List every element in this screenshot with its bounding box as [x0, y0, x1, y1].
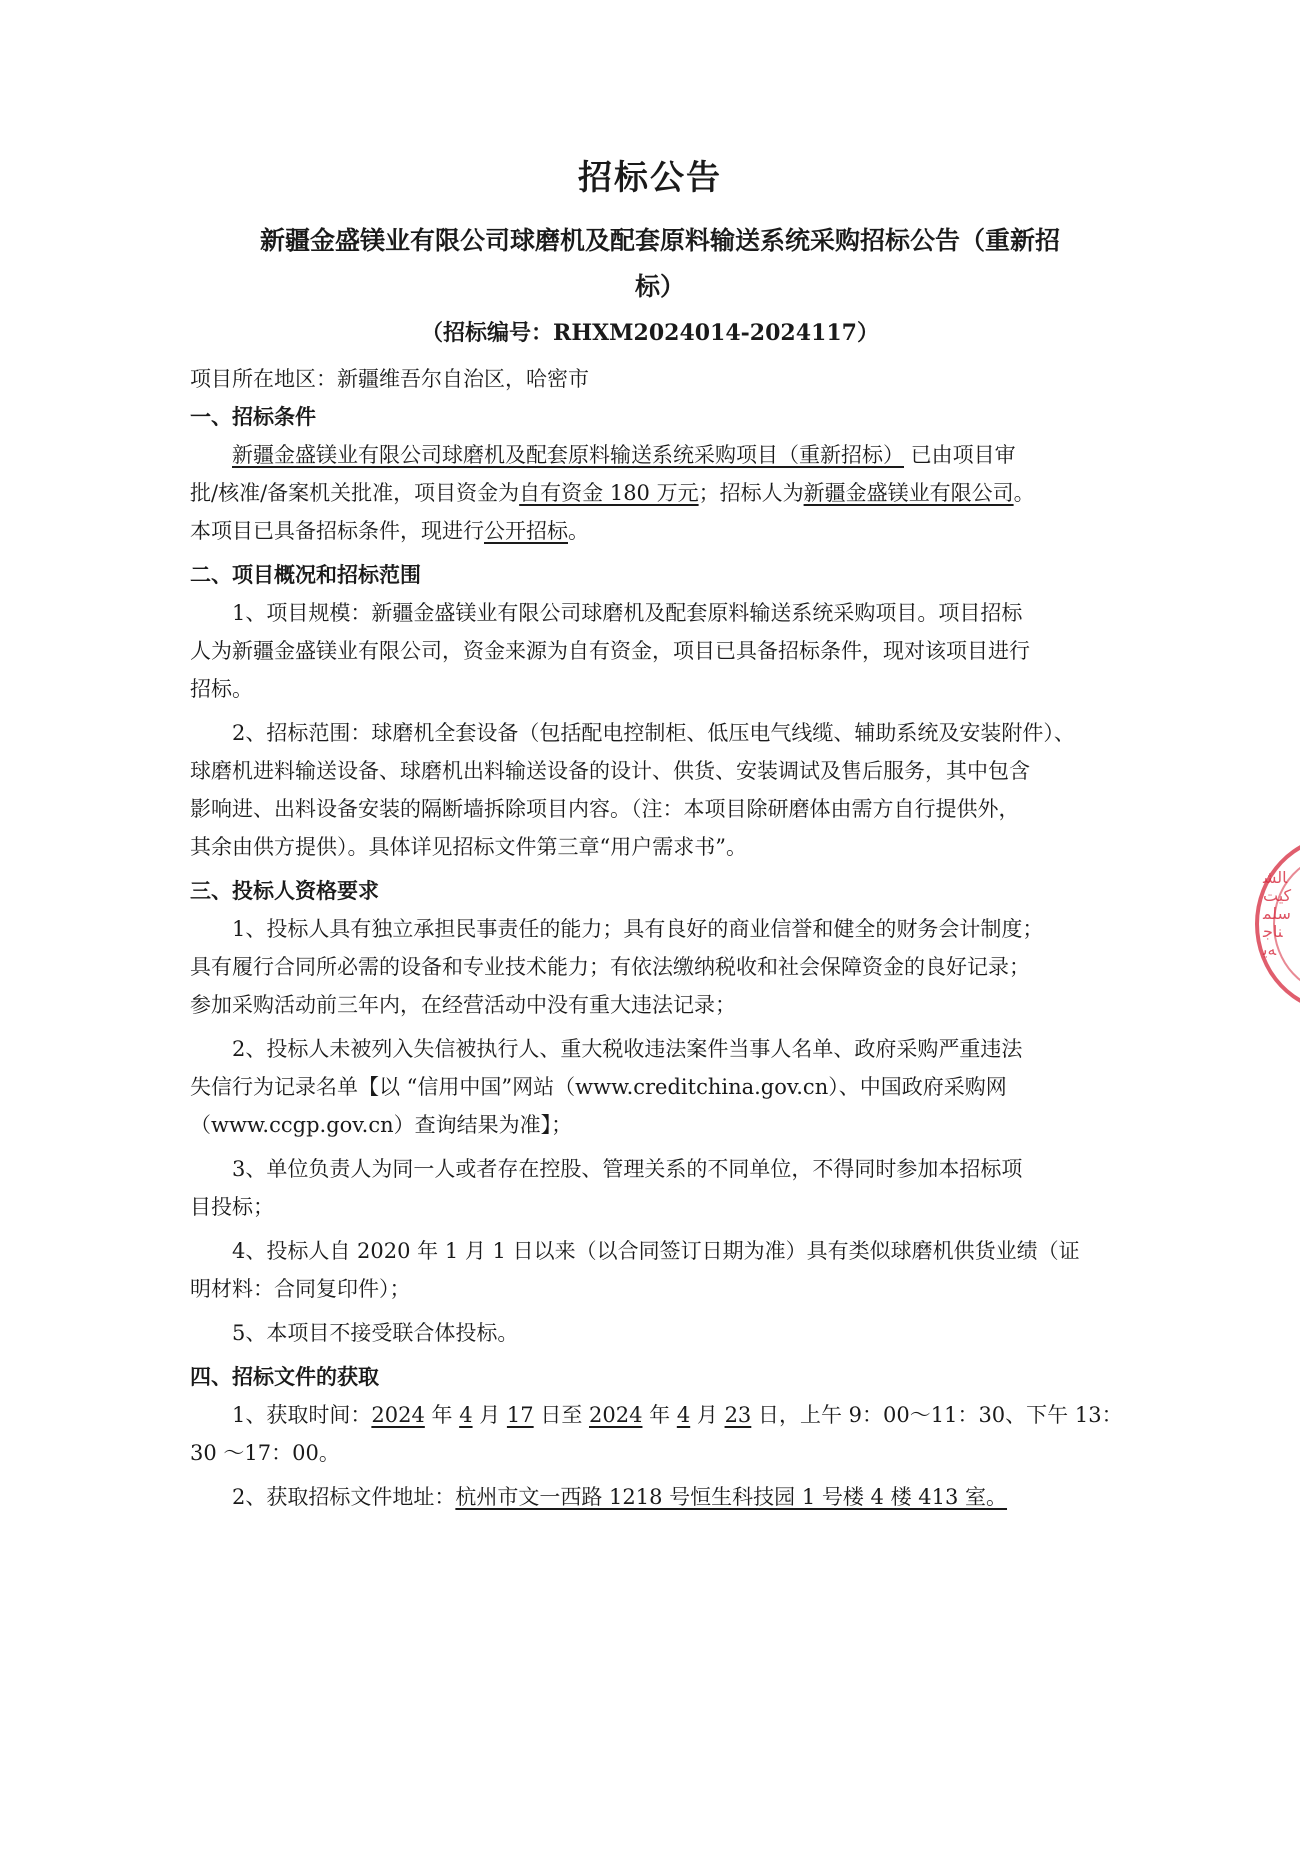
section-4-heading: 四、招标文件的获取 — [190, 1365, 379, 1389]
section-1-line-1: 新疆金盛镁业有限公司球磨机及配套原料输送系统采购项目（重新招标） 已由项目审 — [232, 443, 1016, 467]
section-3-item-3: 3、单位负责人为同一人或者存在控股、管理关系的不同单位，不得同时参加本招标项 目投标； — [190, 1157, 1023, 1219]
document-body — [190, 360, 1123, 1522]
red-seal-stamp — [1255, 835, 1300, 1013]
section-1-line-2: 批/核准/备案机关批准，项目资金为自有资金 180 万元；招标人为新疆金盛镁业有限公司。 — [190, 481, 1035, 505]
section-4-item-2: 2、获取招标文件地址：杭州市文一西路 1218 号恒生科技园 1 号楼 4 楼 413 室。 — [232, 1485, 1008, 1509]
fund-underlined: 自有资金 180 万元 — [519, 481, 699, 505]
section-4-item-1: 1、获取时间：2024 年 4 月 17 日至 2024 年 4 月 23 日，上午 9：00～11：30、下午 13： 30 ～17：00。 — [190, 1403, 1123, 1465]
section-3-item-1: 1、投标人具有独立承担民事责任的能力；具有良好的商业信誉和健全的财务会计制度； 具有履行合同所必需的设备和专业技术能力；有依法缴纳税收和社会保障资金的良好记录； 参加采购活动前三年内，在经营活动中没有重大违法记录； — [190, 917, 1044, 1017]
document-subtitle — [220, 218, 1100, 310]
section-3-item-2: 2、投标人未被列入失信被执行人、重大税收违法案件当事人名单、政府采购严重违法 失信行为记录名单【以 “信用中国”网站（www.creditchina.gov.cn）、中国政府采购网 （www.ccgp.gov.cn）查询结果为准】； — [190, 1037, 1023, 1137]
section-2-item-1: 1、项目规模：新疆金盛镁业有限公司球磨机及配套原料输送系统采购项目。项目招标 人为新疆金盛镁业有限公司，资金来源为自有资金，项目已具备招标条件，现对该项目进行 招标。 — [190, 601, 1030, 701]
section-2-item-2: 2、招标范围：球磨机全套设备（包括配电控制柜、低压电气线缆、辅助系统及安装附件）、 球磨机进料输送设备、球磨机出料输送设备的设计、供货、安装调试及售后服务，其中包含 影响进、出料设备安装的隔断墙拆除项目内容。（注：本项目除研磨体由需方自行提供外， 其余由供方提供）。具体详见招标文件第三章“用户需求书”。 — [190, 721, 1075, 859]
tenderer-underlined: 新疆金盛镁业有限公司 — [803, 481, 1014, 505]
method-underlined: 公开招标 — [484, 519, 568, 543]
section-1-line-3: 本项目已具备招标条件，现进行公开招标。 — [190, 519, 589, 543]
project-location: 项目所在地区：新疆维吾尔自治区，哈密市 — [190, 367, 589, 391]
section-1-heading: 一、招标条件 — [190, 405, 316, 429]
section-1-paragraph — [190, 436, 1105, 550]
section-3-item-4: 4、投标人自 2020 年 1 月 1 日以来（以合同签订日期为准）具有类似球磨机供货业绩（证 明材料：合同复印件）； — [190, 1239, 1080, 1301]
section-3-item-5: 5、本项目不接受联合体投标。 — [232, 1321, 519, 1345]
red-seal-script-glyphs: ﺎﻟﺸ ﻛﻴﺖ ﺳﻠﻤ ﻨﺎﺟ ﻪﻳ — [1263, 868, 1292, 959]
subtitle-line-1: 新疆金盛镁业有限公司球磨机及配套原料输送系统采购招标公告（重新招 — [259, 226, 1060, 255]
address-underlined: 杭州市文一西路 1218 号恒生科技园 1 号楼 4 楼 413 室。 — [455, 1485, 1008, 1509]
section-2-heading: 二、项目概况和招标范围 — [190, 563, 421, 587]
section-3-heading: 三、投标人资格要求 — [190, 879, 379, 903]
document-title: 招标公告 — [578, 158, 722, 198]
bid-number: （招标编号：RHXM2024014-2024117） — [421, 320, 879, 346]
subtitle-line-2: 标） — [634, 272, 685, 301]
project-name-underlined: 新疆金盛镁业有限公司球磨机及配套原料输送系统采购项目（重新招标） — [232, 443, 904, 467]
